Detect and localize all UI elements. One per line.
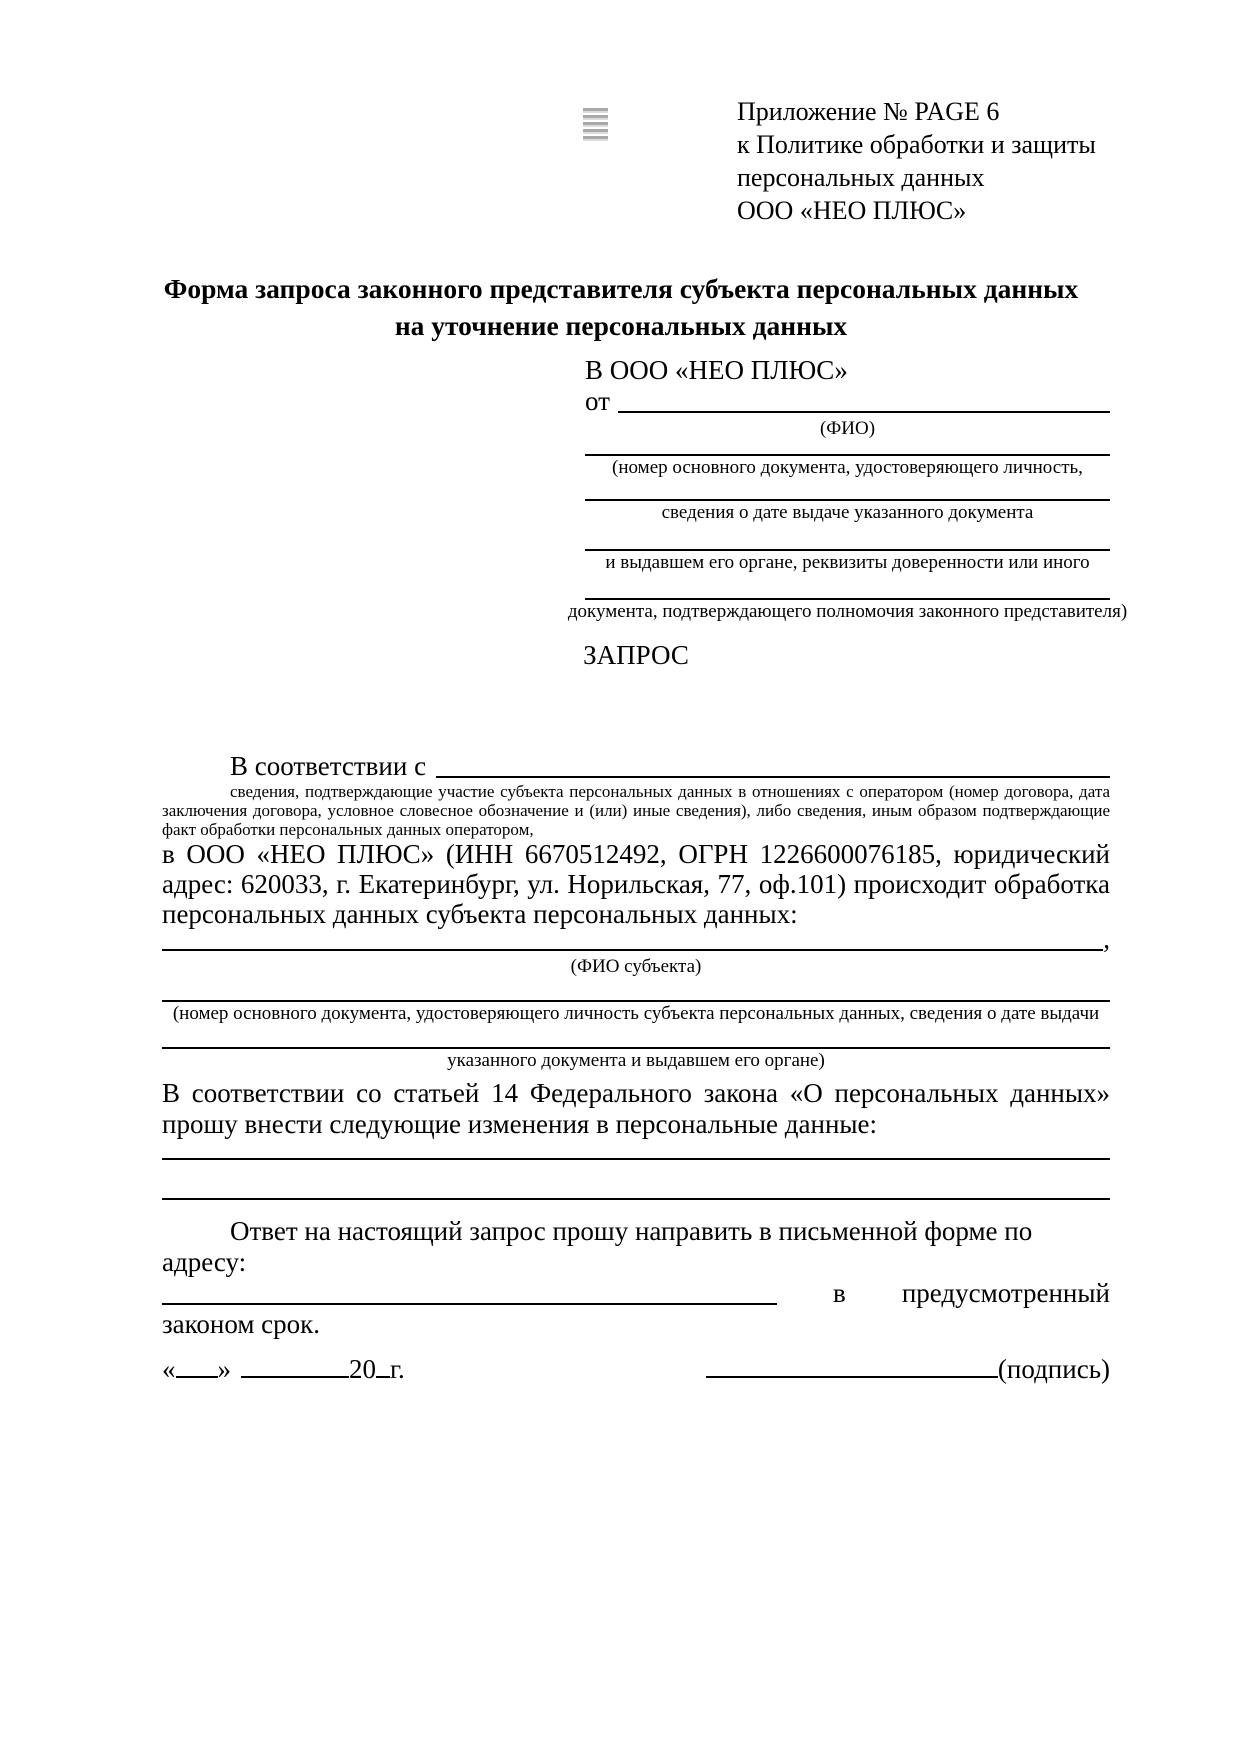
appendix-header (737, 95, 1096, 227)
fio-caption: (ФИО) (819, 418, 876, 439)
request-heading: ЗАПРОС (583, 640, 689, 670)
doc-caption-wrap (585, 551, 1110, 574)
reply-word-v: в (833, 1278, 846, 1308)
reply-word-predusmotrenny: предусмотренный (901, 1278, 1110, 1308)
reply-tail: законом срок. (162, 1309, 321, 1339)
form-title-line: на уточнение персональных данных (394, 310, 848, 341)
doc-caption-wrap (585, 501, 1110, 524)
changes-field-1[interactable] (162, 1158, 1110, 1160)
addressee-to: В ООО «НЕО ПЛЮС» (585, 355, 848, 385)
reply-address-row (162, 1278, 1110, 1309)
article14-paragraph: В соответствии со статьей 14 Федерального закона «О персональных данных» прошу внести следующие изменения в персональные данные: (162, 1078, 1110, 1139)
from-row (585, 386, 1110, 417)
appendix-policy-line: персональных данных (737, 163, 985, 192)
doc-caption-1: (номер основного документа, удостоверяющего личность, (612, 457, 1083, 478)
date-group (162, 1354, 405, 1385)
subject-fio-row (162, 924, 1110, 955)
reply-lead: Ответ на настоящий запрос прошу направить в письменной форме по адресу: (162, 1216, 1033, 1277)
subject-doc-caption-1: (номер основного документа, удостоверяющего личность субъекта персональных данных, сведения о дате выдачи (172, 1003, 1100, 1024)
subject-fio-field[interactable] (162, 949, 1103, 951)
quote-close: » (217, 1354, 231, 1384)
date-signature-row (162, 1354, 1110, 1385)
request-body (162, 640, 1110, 1385)
doc-caption-wrap (585, 456, 1110, 479)
signature-field[interactable] (706, 1376, 998, 1378)
doc-caption-3: и выдавшем его органе, реквизиты доверенности или иного (605, 552, 1090, 573)
changes-field-2[interactable] (162, 1198, 1110, 1200)
from-label: от (585, 386, 610, 416)
legal-basis-row (162, 751, 1110, 782)
signature-caption: (подпись) (997, 1354, 1110, 1384)
doc-caption-2: сведения о дате выдаче указанного документа (661, 502, 1034, 523)
date-month-field[interactable] (241, 1376, 349, 1378)
doc-caption-wrap (567, 600, 1128, 623)
representative-fio-field[interactable] (618, 411, 1110, 413)
subject-fio-caption: (ФИО субъекта) (570, 956, 702, 977)
subject-doc-caption-wrap (162, 1049, 1110, 1072)
signature-group (706, 1354, 1110, 1385)
year-prefix: 20 (349, 1354, 376, 1384)
fine-print-note: сведения, подтверждающие участие субъекта персональных данных в отношениях с оператором (номер договора, дата заключения договора, условное словесное обозначение и (или) иные сведения), либо сведения, иным образом подтверждающие факт обработки персональных данных оператором, (162, 782, 1110, 839)
year-suffix: г. (390, 1354, 405, 1384)
quote-open: « (162, 1354, 176, 1384)
subject-fio-caption-wrap (162, 955, 1110, 978)
trailing-comma: , (1103, 924, 1110, 954)
fio-caption-wrap (585, 417, 1110, 440)
legal-basis-field[interactable] (436, 776, 1110, 778)
date-day-field[interactable] (176, 1376, 218, 1378)
addressee-block (567, 355, 1128, 623)
reply-address-field[interactable] (162, 1303, 777, 1305)
date-year-field[interactable] (376, 1376, 390, 1378)
legal-basis-label: В соответствии с (230, 751, 427, 781)
appendix-number: Приложение № PAGE 6 (737, 97, 1000, 126)
doc-caption-4: документа, подтверждающего полномочия законного представителя) (567, 601, 1128, 622)
form-title (100, 270, 1142, 344)
subject-doc-caption-wrap (162, 1002, 1110, 1025)
appendix-company: ООО «НЕО ПЛЮС» (737, 196, 967, 225)
operator-paragraph: в ООО «НЕО ПЛЮС» (ИНН 6670512492, ОГРН 1226600076185, юридический адрес: 620033, г. Екатеринбург, ул. Норильская, 77, оф.101) происходит обработка персональных данных субъекта персональных данных: (162, 839, 1110, 929)
blurred-field-mark-icon (583, 108, 608, 142)
form-title-line: Форма запроса законного представителя субъекта персональных данных (163, 273, 1079, 304)
appendix-policy-line: к Политике обработки и защиты (737, 130, 1096, 159)
subject-doc-caption-2: указанного документа и выдавшем его органе) (447, 1050, 825, 1071)
